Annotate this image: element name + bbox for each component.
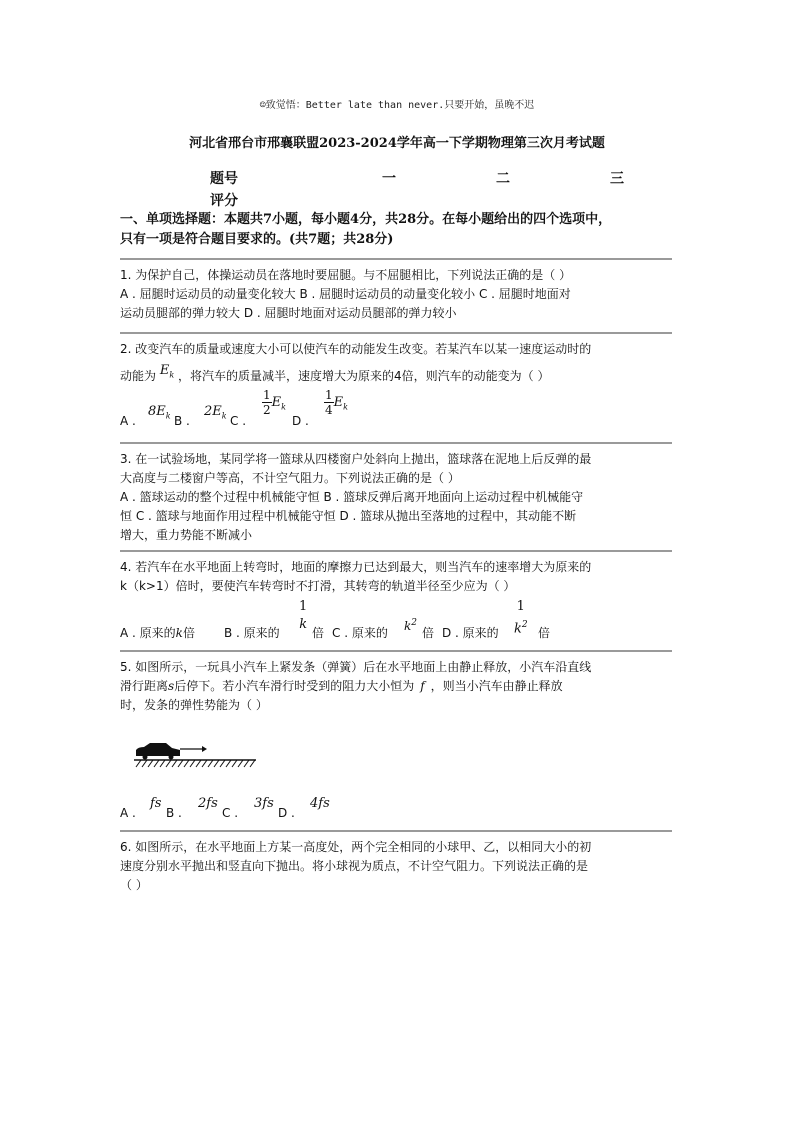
question-1-stem: 1. 为保护自己，体操运动员在落地时要屈腿。与不屈腿相比，下列说法正确的是（ ） bbox=[120, 268, 572, 282]
question-4-stem-line1: 4. 若汽车在水平地面上转弯时，地面的摩擦力已达到最大，则当汽车的速率增大为原来的 bbox=[120, 560, 592, 574]
question-2-options bbox=[120, 388, 520, 428]
ek-symbol: $E_k$ bbox=[159, 363, 175, 380]
option-c-suffix: 倍 bbox=[422, 626, 435, 640]
question-3-options-line2: 恒 C . 篮球与地面作用过程中机械能守恒 D . 篮球从抛出至落地的过程中，其动能不断 bbox=[120, 509, 577, 523]
question-2 bbox=[120, 340, 676, 391]
question-1 bbox=[120, 266, 676, 323]
option-d-value: 1 $k^2$ bbox=[514, 599, 528, 637]
option-c-label: C . bbox=[222, 806, 239, 820]
option-c-value: $\frac{1}{2}$ $E_k$ bbox=[263, 388, 286, 417]
option-b-label: B . 原来的 bbox=[224, 626, 280, 640]
option-d-label: D . bbox=[278, 806, 295, 820]
question-4-stem-line2: k（k>1）倍时，要使汽车转弯时不打滑，其转弯的轨道半径至少应为（ ） bbox=[120, 579, 516, 593]
question-6-stem-line3: （ ） bbox=[120, 878, 148, 892]
score-col-2: 二 bbox=[496, 171, 510, 187]
section-heading-line2: 只有一项是符合题目要求的。(共7题；共28分) bbox=[120, 232, 394, 247]
question-3 bbox=[120, 450, 676, 545]
option-d-value: 4fs bbox=[310, 796, 330, 811]
question-1-options-line1: A . 屈腿时运动员的动量变化较大 B . 屈腿时运动员的动量变化较小 C . 屈腿时地面对 bbox=[120, 287, 571, 301]
question-2-stem-line1: 2. 改变汽车的质量或速度大小可以使汽车的动能发生改变。若某汽车以某一速度运动时的 bbox=[120, 342, 592, 356]
option-a: A . 原来的k倍 bbox=[120, 626, 195, 640]
ground-hatch bbox=[134, 760, 256, 767]
option-b-suffix: 倍 bbox=[312, 626, 325, 640]
option-b-label: B . bbox=[166, 806, 182, 820]
question-divider bbox=[120, 442, 672, 444]
option-b-value: 1 k bbox=[299, 599, 308, 632]
question-2-stem-line2: 动能为 $E_k$ ，将汽车的质量减半，速度增大为原来的4倍，则汽车的动能变为（ ） bbox=[120, 363, 550, 383]
section-heading bbox=[120, 210, 680, 250]
question-6 bbox=[120, 838, 676, 895]
option-d-label: D . 原来的 bbox=[442, 626, 499, 640]
score-row-label-pingfen: 评分 bbox=[210, 193, 238, 209]
option-c-value: $k^2$ bbox=[404, 618, 418, 633]
question-divider bbox=[120, 258, 672, 260]
question-divider bbox=[120, 550, 672, 552]
arrow-icon bbox=[180, 746, 207, 752]
toy-car-icon bbox=[136, 743, 180, 760]
option-c-value: 3fs bbox=[254, 796, 274, 811]
question-6-stem-line2: 速度分别水平抛出和竖直向下抛出。将小球视为质点，不计空气阻力。下列说法正确的是 bbox=[120, 859, 589, 873]
option-a-label: A . bbox=[120, 806, 136, 820]
question-5-stem-line3: 时，发条的弹性势能为（ ） bbox=[120, 698, 268, 712]
score-row-label-tihao: 题号 bbox=[210, 171, 238, 187]
question-5-stem-line2: 滑行距离s后停下。若小汽车滑行时受到的阻力大小恒为 f ，则当小汽车由静止释放 bbox=[120, 679, 563, 693]
question-5-stem-line1: 5. 如图所示，一玩具小汽车上紧发条（弹簧）后在水平地面上由静止释放，小汽车沿直线 bbox=[120, 660, 592, 674]
option-a-value: $8E_k$ bbox=[148, 404, 171, 421]
option-d-suffix: 倍 bbox=[538, 626, 551, 640]
option-a-value: fs bbox=[150, 796, 162, 811]
option-b-value: $2E_k$ bbox=[204, 404, 227, 421]
score-col-3: 三 bbox=[610, 171, 624, 187]
question-5-options bbox=[120, 792, 420, 822]
question-3-stem-line2: 大高度与二楼窗户等高，不计空气阻力。下列说法正确的是（ ） bbox=[120, 471, 460, 485]
question-4 bbox=[120, 558, 676, 596]
score-col-1: 一 bbox=[382, 171, 396, 187]
option-b-label: B . bbox=[174, 414, 190, 428]
option-c-label: C . 原来的 bbox=[332, 626, 388, 640]
header-note: ☺致觉悟：Better late than never.只要开始，虽晚不迟 bbox=[259, 100, 535, 111]
question-divider bbox=[120, 650, 672, 652]
question-divider bbox=[120, 830, 672, 832]
section-heading-line1: 一、单项选择题：本题共7小题，每小题4分，共28分。在每小题给出的四个选项中， bbox=[120, 212, 612, 227]
question-4-options bbox=[120, 598, 600, 642]
toy-car-figure bbox=[132, 738, 258, 768]
option-b-value: 2fs bbox=[198, 796, 218, 811]
option-a-label: A . bbox=[120, 414, 136, 428]
question-3-stem-line1: 3. 在一试验场地，某同学将一篮球从四楼窗户处斜向上抛出，篮球落在泥地上后反弹的最 bbox=[120, 452, 592, 466]
question-3-options-line3: 增大，重力势能不断减小 bbox=[120, 528, 253, 542]
option-d-label: D . bbox=[292, 414, 309, 428]
option-d-value: $\frac{1}{4}$ $E_k$ bbox=[325, 388, 348, 417]
question-1-options-line2: 运动员腿部的弹力较大 D . 屈腿时地面对运动员腿部的弹力较小 bbox=[120, 306, 457, 320]
exam-title: 河北省邢台市邢襄联盟2023-2024学年高一下学期物理第三次月考试题 bbox=[189, 136, 605, 151]
question-divider bbox=[120, 332, 672, 334]
question-6-stem-line1: 6. 如图所示，在水平地面上方某一高度处，两个完全相同的小球甲、乙，以相同大小的初 bbox=[120, 840, 592, 854]
question-3-options-line1: A . 篮球运动的整个过程中机械能守恒 B . 篮球反弹后离开地面向上运动过程中机械能守 bbox=[120, 490, 584, 504]
question-5 bbox=[120, 658, 676, 715]
option-c-label: C . bbox=[230, 414, 247, 428]
